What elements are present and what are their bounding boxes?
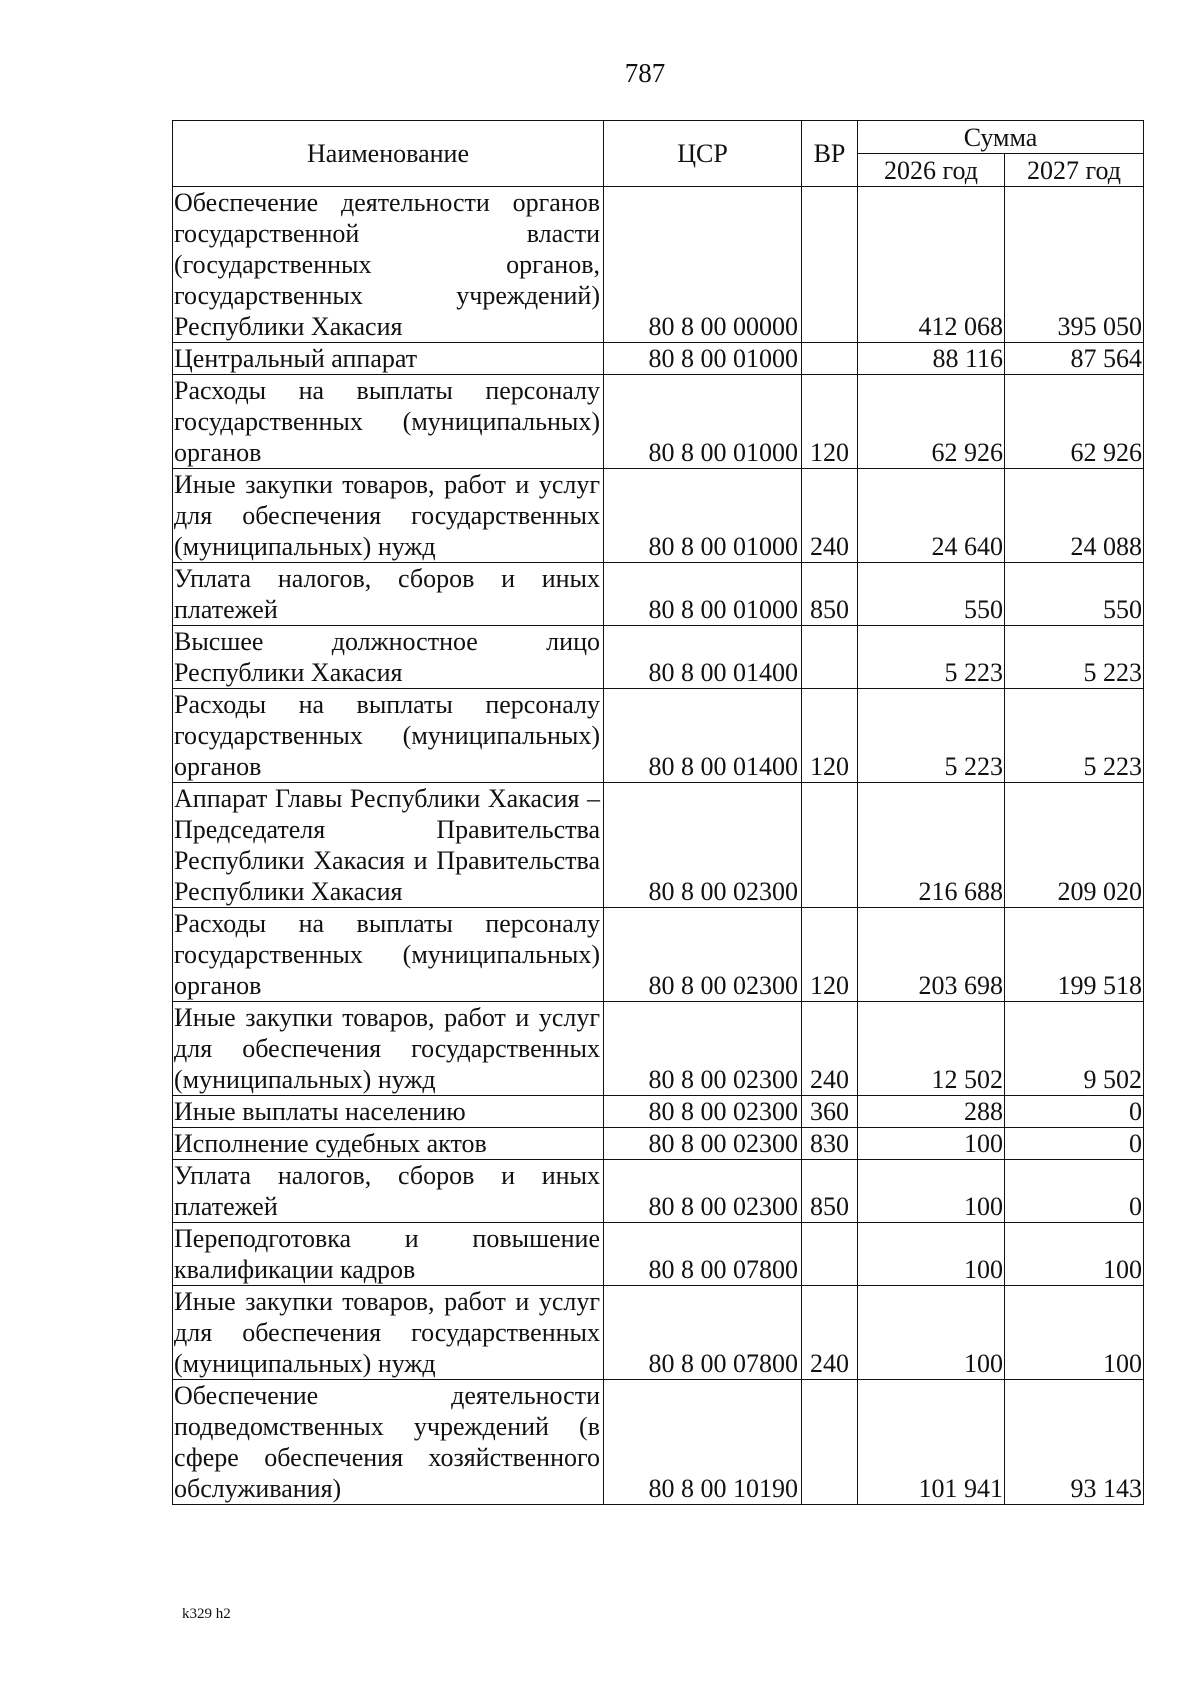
row-sum-2027-cell: 87 564	[1005, 343, 1144, 375]
footer-code: k329 h2	[182, 1606, 231, 1622]
row-sum-2026-cell: 101 941	[858, 1380, 1005, 1505]
row-sum-2026-cell: 288	[858, 1096, 1005, 1128]
row-sum-2026-cell: 216 688	[858, 783, 1005, 908]
table-row	[173, 1096, 1144, 1128]
row-sum-2027-cell: 100	[1005, 1223, 1144, 1286]
row-name-cell: Исполнение судебных актов	[173, 1128, 604, 1160]
header-year-2027: 2027 год	[1005, 154, 1144, 187]
row-vr-cell: 360	[802, 1096, 858, 1128]
row-name-cell: Уплата налогов, сборов и иных платежей	[173, 563, 604, 626]
row-name-cell: Расходы на выплаты персоналу государственных (муниципальных) органов	[173, 908, 604, 1002]
row-name-cell: Обеспечение деятельности органов государственной власти (государственных органов, государственных учреждений) Республики Хакасия	[173, 187, 604, 343]
table-row	[173, 563, 1144, 626]
row-name-cell: Расходы на выплаты персоналу государственных (муниципальных) органов	[173, 375, 604, 469]
row-csr-cell: 80 8 00 01000	[604, 563, 802, 626]
row-sum-2026-cell: 62 926	[858, 375, 1005, 469]
row-name-cell: Иные закупки товаров, работ и услуг для обеспечения государственных (муниципальных) нужд	[173, 469, 604, 563]
row-sum-2027-cell: 5 223	[1005, 626, 1144, 689]
row-sum-2027-cell: 550	[1005, 563, 1144, 626]
row-csr-cell: 80 8 00 07800	[604, 1223, 802, 1286]
row-sum-2027-cell: 209 020	[1005, 783, 1144, 908]
row-sum-2027-cell: 5 223	[1005, 689, 1144, 783]
row-vr-cell: 120	[802, 908, 858, 1002]
row-name-cell: Уплата налогов, сборов и иных платежей	[173, 1160, 604, 1223]
table-row	[173, 1160, 1144, 1223]
row-sum-2027-cell: 0	[1005, 1128, 1144, 1160]
row-csr-cell: 80 8 00 02300	[604, 1096, 802, 1128]
table-row	[173, 1380, 1144, 1505]
row-name-cell: Центральный аппарат	[173, 343, 604, 375]
row-sum-2026-cell: 24 640	[858, 469, 1005, 563]
row-vr-cell: 830	[802, 1128, 858, 1160]
row-csr-cell: 80 8 00 02300	[604, 783, 802, 908]
row-csr-cell: 80 8 00 07800	[604, 1286, 802, 1380]
row-csr-cell: 80 8 00 01000	[604, 469, 802, 563]
row-vr-cell	[802, 1223, 858, 1286]
row-sum-2027-cell: 100	[1005, 1286, 1144, 1380]
row-sum-2026-cell: 100	[858, 1128, 1005, 1160]
row-sum-2027-cell: 62 926	[1005, 375, 1144, 469]
table-row	[173, 375, 1144, 469]
budget-table	[172, 120, 1144, 1505]
row-vr-cell: 120	[802, 689, 858, 783]
row-vr-cell	[802, 626, 858, 689]
row-sum-2027-cell: 24 088	[1005, 469, 1144, 563]
table-row	[173, 783, 1144, 908]
row-sum-2026-cell: 203 698	[858, 908, 1005, 1002]
row-name-cell: Расходы на выплаты персоналу государственных (муниципальных) органов	[173, 689, 604, 783]
table-row	[173, 1128, 1144, 1160]
table-row	[173, 1286, 1144, 1380]
header-sum: Сумма	[858, 121, 1144, 154]
header-name: Наименование	[173, 121, 604, 187]
row-csr-cell: 80 8 00 01400	[604, 626, 802, 689]
row-vr-cell	[802, 783, 858, 908]
row-sum-2027-cell: 0	[1005, 1096, 1144, 1128]
row-vr-cell	[802, 343, 858, 375]
row-csr-cell: 80 8 00 01400	[604, 689, 802, 783]
table-row	[173, 908, 1144, 1002]
row-sum-2027-cell: 395 050	[1005, 187, 1144, 343]
table-row	[173, 469, 1144, 563]
row-csr-cell: 80 8 00 00000	[604, 187, 802, 343]
row-sum-2026-cell: 100	[858, 1160, 1005, 1223]
row-vr-cell: 240	[802, 469, 858, 563]
row-name-cell: Аппарат Главы Республики Хакасия – Председателя Правительства Республики Хакасия и Правительства Республики Хакасия	[173, 783, 604, 908]
row-sum-2027-cell: 0	[1005, 1160, 1144, 1223]
row-sum-2026-cell: 5 223	[858, 689, 1005, 783]
header-vr: ВР	[802, 121, 858, 187]
table-body	[173, 187, 1144, 1505]
row-vr-cell: 850	[802, 1160, 858, 1223]
row-vr-cell: 120	[802, 375, 858, 469]
row-name-cell: Высшее должностное лицо Республики Хакасия	[173, 626, 604, 689]
table-row	[173, 1002, 1144, 1096]
row-sum-2026-cell: 550	[858, 563, 1005, 626]
row-csr-cell: 80 8 00 02300	[604, 1128, 802, 1160]
row-sum-2027-cell: 9 502	[1005, 1002, 1144, 1096]
table-header	[173, 121, 1144, 187]
row-name-cell: Иные закупки товаров, работ и услуг для обеспечения государственных (муниципальных) нужд	[173, 1002, 604, 1096]
table-row	[173, 187, 1144, 343]
table-row	[173, 626, 1144, 689]
row-sum-2026-cell: 12 502	[858, 1002, 1005, 1096]
row-name-cell: Иные выплаты населению	[173, 1096, 604, 1128]
table-row	[173, 689, 1144, 783]
row-sum-2027-cell: 93 143	[1005, 1380, 1144, 1505]
row-vr-cell: 850	[802, 563, 858, 626]
row-sum-2026-cell: 100	[858, 1286, 1005, 1380]
header-year-2026: 2026 год	[858, 154, 1005, 187]
row-name-cell: Переподготовка и повышение квалификации кадров	[173, 1223, 604, 1286]
row-name-cell: Обеспечение деятельности подведомственных учреждений (в сфере обеспечения хозяйственного обслуживания)	[173, 1380, 604, 1505]
row-vr-cell	[802, 1380, 858, 1505]
row-sum-2026-cell: 88 116	[858, 343, 1005, 375]
row-sum-2026-cell: 100	[858, 1223, 1005, 1286]
row-csr-cell: 80 8 00 01000	[604, 343, 802, 375]
row-sum-2027-cell: 199 518	[1005, 908, 1144, 1002]
row-sum-2026-cell: 5 223	[858, 626, 1005, 689]
page-number: 787	[624, 58, 666, 88]
row-vr-cell: 240	[802, 1002, 858, 1096]
row-csr-cell: 80 8 00 01000	[604, 375, 802, 469]
row-vr-cell	[802, 187, 858, 343]
row-vr-cell: 240	[802, 1286, 858, 1380]
row-csr-cell: 80 8 00 02300	[604, 1002, 802, 1096]
header-csr: ЦСР	[604, 121, 802, 187]
row-name-cell: Иные закупки товаров, работ и услуг для обеспечения государственных (муниципальных) нужд	[173, 1286, 604, 1380]
row-csr-cell: 80 8 00 02300	[604, 908, 802, 1002]
header-row-top	[173, 121, 1144, 154]
row-csr-cell: 80 8 00 02300	[604, 1160, 802, 1223]
row-sum-2026-cell: 412 068	[858, 187, 1005, 343]
row-csr-cell: 80 8 00 10190	[604, 1380, 802, 1505]
table-row	[173, 1223, 1144, 1286]
table-row	[173, 343, 1144, 375]
